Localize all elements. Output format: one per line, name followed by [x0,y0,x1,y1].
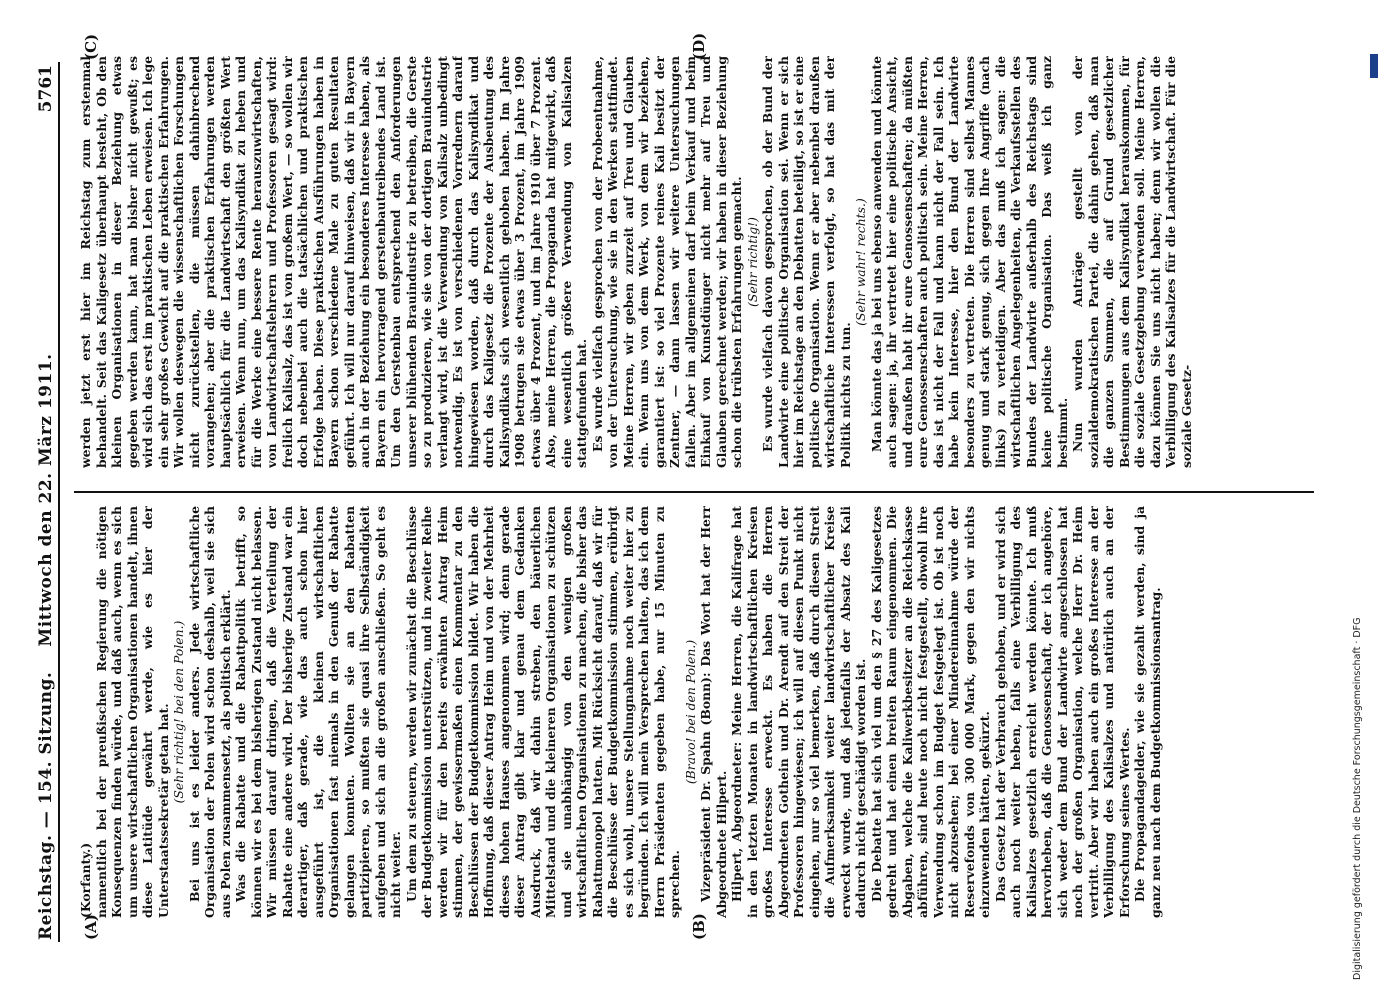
margin-letter-c: (C) [82,33,100,60]
page-header [36,0,66,1000]
paragraph: Das Gesetz hat der Verbrauch gehoben, und er wird sich auch noch weiter heben, falls eine Verbilligung des Kalisalzes gesetzlich erreicht werden könnte. Ich muß hervorheben, daß die Genossenschaft, der ich angehöre, sich weder dem Bund der Landwirte angeschlossen hat noch der großen Organisation, welche Herr Dr. Heim vertritt. Aber wir haben auch ein großes Interesse an der Verbilligung des Kalisalzes und natürlich auch an der Erforschung seines Wertes. [992,506,1132,918]
interjection: (Bravo! bei den Polen.) [682,639,698,785]
margin-letter-b: (B) [690,913,708,940]
paragraph: Vizepräsident Dr. Spahn (Bonn): Das Wort hat der Herr Abgeordnete Hilpert. [698,506,729,918]
interjection: (Sehr richtig! bei den Polen.) [171,620,186,804]
paragraph: Um dem zu steuern, werden wir zunächst die Beschlüsse der Budgetkommission unterstützen, und in zweiter Reihe werden wir für den bereits erwähnten Antrag Heim stimmen, der gewissermaßen einen Kommentar zu den Beschlüssen der Budgetkommission bildet. Wir haben die Hoffnung, daß dieser Antrag Heim und von der Mehrheit dieses hohen Hauses angenommen wird; denn gerade dieser Antrag gibt klar und genau dem Gedanken Ausdruck, daß wir dahin streben, den bäuerlichen Mittelstand und die kleineren Organisationen zu schützen und sie unabhängig von den wenigen großen wirtschaftlichen Organisationen zu machen, die bisher das Rabattmonopol hatten. Mit Rücksicht darauf, daß wir für die Beschlüsse der Budgetkommission stimmen, erübrigt es sich wohl, unsere Stellungnahme noch weiter hier zu begründen. Ich will mein Versprechen halten, das ich dem Herrn Präsidenten gegeben habe, nur 15 Minuten zu sprechen. [403,506,682,918]
header-page-number: 5761 [36,65,56,113]
digitization-credit: Digitalisierung gefördert durch die Deutsche Forschungsgemeinschaft · DFG [1352,617,1363,980]
paragraph: namentlich bei der preußischen Regierung die nötigen Konsequenzen finden würde, und daß auch, wenn es sich um unsere wirtschaftlichen Organisationen handelt, ihnen diese Latitüde gewährt werde, wie es hier der Unterstaatssekretär getan hat. [93,506,171,918]
paragraph: Bei uns ist es leider anders. Jede wirtschaftliche Organisation der Polen wird schon deshalb, weil sie sich aus Polen zusammensetzt, als politisch erklärt. [186,506,233,918]
paragraph: werden jetzt erst hier im Reichstag zum erstenmal behandelt. Seit das Kaligesetz überhaupt besteht, Ob den kleinen Organisationen in dieser Beziehung etwas gegeben werden kann, hat man bisher nicht gewußt; es wird sich das erst im praktischen Leben erweisen. Ich lege ein sehr großes Gewicht auf die praktischen Erfahrungen. Wir wollen deswegen die wissenschaftlichen Forschungen nicht zurückstellen, die müssen dahinbrechend vorangehen; aber die praktischen Erfahrungen werden hauptsächlich für die Landwirtschaft den größten Wert erweisen. Wenn nun, um das Kalisyndikat zu heben und für die Werke eine bessere Rente herauszuwirtschaften, von Landwirtschaftslehrern und Professoren gesagt wird: freilich Kalisalz, das ist von großem Wert, — so wollen wir doch nebenbei auch die tatsächlichen und praktischen Erfolge haben. Diese praktischen Ausführungen haben in Bayern schon verschiedene Male zu guten Resultaten geführt. Ich will nur darauf hinweisen, daß wir in Bayern auch in der Beziehung ein besonderes Interesse haben, als Bayern ein hervorragend gerstenbautreibendes Land ist. Um den Gerstenbau entsprechend den Anforderungen unserer blühenden Brauindustrie zu betreiben, die Gerste so zu produzieren, wie sie von der dortigen Brauindustrie verlangt wird, ist die Verwendung von Kalisalz unbedingt notwendig. Es ist von verschiedenen Vorrednern darauf hingewiesen worden, daß durch das Kalisyndikat und durch das Kaligesetz die Prozente der Ausbeutung des Kalisyndikats sich wesentlich gehoben haben. Im Jahre 1908 betrugen sie etwas über 3 Prozent, im Jahre 1909 etwas über 4 Prozent, und im Jahre 1910 über 7 Prozent. Also, meine Herren, die Propaganda hat mitgewirkt, daß eine wesentlich größere Verwendung von Kalisalzen stattgefunden hat. [78,56,589,468]
column-divider [74,492,1314,494]
paragraph: Hilpert, Abgeordneter: Meine Herren, die Kalifrage hat in den letzten Monaten in landwirtschaftlichen Kreisen großes Interesse erweckt. Es haben die Herren Abgeordneten Gothein und Dr. Arendt auf den Streit der Professoren hingewiesen; ich will auf diesen Punkt nicht eingehen, nur so viel bemerken, daß durch diesen Streit die Aufmerksamkeit weiter landwirtschaftlicher Kreise erweckt wurde, und daß jedenfalls der Absatz des Kali dadurch nicht geschädigt worden ist. [729,506,868,918]
header-session-title: Reichstag. — 154. Sitzung. [36,671,56,940]
paragraph: Die Debatte hat sich viel um den § 27 des Kaligesetzes gedreht und hat einen breiten Raum eingenommen. Die Abgaben, welche die Kaliwerkbesitzer an die Reichskasse abführen, sind heute noch nicht festgestellt, obwohl ihre Verwendung schon im Budget festgelegt ist. Ob ist noch nicht abzusehen; bei einer Mindereinnahme würde der Reservefonds von 300 000 Mark, gegen den wir nichts einzuwenden hätten, gekürzt. [868,506,992,918]
left-text-column [78,506,1338,918]
paragraph: Die Propagandagelder, wie sie gezahlt werden, sind ja ganz neu nach dem Budgetkommissionsantrag. [1132,506,1163,918]
header-rule [58,62,60,942]
right-text-column [78,56,1338,468]
dfg-logo-icon [1370,54,1378,78]
header-date: Mittwoch den 22. März 1911. [36,353,56,647]
paragraph: (Korfanty.) [78,842,93,918]
margin-letter-a: (A) [82,914,100,940]
margin-letter-d: (D) [690,32,708,60]
interjection: (Sehr richtig!) [744,217,760,307]
paragraph: Was die Rabatte und die Rabattpolitik betrifft, so können wir es bei dem bisherigen Zustand nicht belassen. Wir müssen darauf dringen, daß die Verteilung der Rabatte eine andere wird. Der bisherige Zustand war ein derartiger, daß gerade, wie das auch schon hier ausgeführt ist, die kleinen wirtschaftlichen Organisationen fast niemals in den Genuß der Rabatte gelangen konnten. Wollten sie an den Rabatten partizipieren, so mußten sie quasi ihre Selbständigkeit aufgeben und sich an die großen anschließen. So geht es nicht weiter. [233,506,403,918]
paragraph: Man könnte das ja bei uns ebenso anwenden und könnte auch sagen: ja, ihr vertretet hier eine politische Ansicht, und draußen habt ihr eure Genossenschaften; da müßten eure Genossenschaften auch politisch sein. Meine Herren, das ist nicht der Fall und kann nicht der Fall sein. Ich habe kein Interesse, hier den Bund der Landwirte besonders zu vertreten. Die Herren sind selbst Mannes genug und stark genug, sich gegen Ihre Angriffe (nach links) zu verteidigen. Aber das muß ich sagen: die wirtschaftlichen Angelegenheiten, die Verkaufsstellen des Bundes der Landwirte außerhalb des Reichstags sind keine politische Organisation. Das weiß ich ganz bestimmt. [868,56,1070,468]
paragraph: Es wurde vielfach gesprochen von der Probeentnahme, von der Untersuchung, wie sie in den Werken stattfindet. Meine Herren, wir geben zurzeit auf Treu und Glauben ein. Wenn uns von dem Werk, von dem wir beziehen, garantiert ist: so viel Prozente reines Kali besitzt der Zentner, — dann lassen wir weitere Untersuchungen fallen. Aber im allgemeinen darf beim Verkauf und beim Einkauf von Kunstdünger nicht mehr auf Treu und Glauben gerechnet werden; wir haben in dieser Beziehung schon die trübsten Erfahrungen gemacht. [589,56,744,468]
paragraph: Es wurde vielfach davon gesprochen, ob der Bund der Landwirte eine politische Organisation sei. Wenn er sich hier im Reichstage an den Debatten beteiligt, so ist er eine politische Organisation. Wenn er aber nebenbei draußen wirtschaftliche Interessen verfolgt, so hat das mit der Politik nichts zu tun. [760,56,853,468]
interjection: (Sehr wahr! rechts.) [853,198,868,326]
paragraph: Nun wurden Anträge gestellt von der sozialdemokratischen Partei, die dahin gehen, daß man die ganzen Summen, die auf Grund gesetzlicher Bestimmungen aus dem Kalisyndikat herauskommen, für die soziale Gesetzgebung verwenden soll. Meine Herren, dazu können Sie uns nicht haben; denn wir wollen die Verbilligung des Kalisalzes für die Landwirtschaft. Für die soziale Gesetz- [1070,56,1194,468]
